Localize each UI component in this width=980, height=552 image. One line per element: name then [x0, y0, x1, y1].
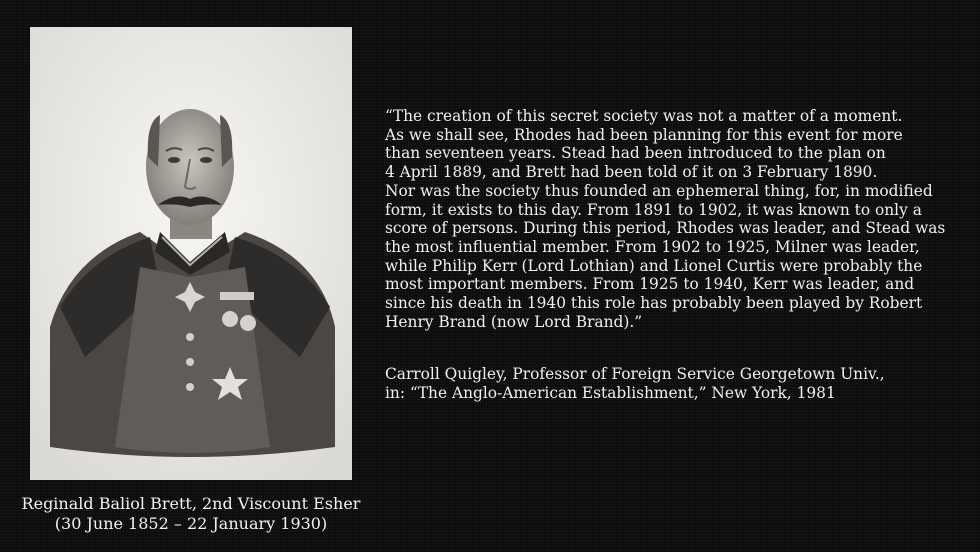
quote-line: As we shall see, Rhodes had been planning for this event for more: [385, 125, 903, 144]
quote-line: since his death in 1940 this role has probably been played by Robert: [385, 294, 923, 313]
quote-line: “The creation of this secret society was not a matter of a moment.: [385, 107, 903, 125]
portrait-photo: [30, 27, 352, 480]
caption-dates: (30 June 1852 – 22 January 1930): [54, 514, 328, 533]
quote-line: score of persons. During this period, Rhodes was leader, and Stead was: [385, 219, 946, 238]
quote-line: than seventeen years. Stead had been introduced to the plan on: [385, 144, 886, 163]
attribution-source: in: “The Anglo-American Establishment,” New York, 1981: [385, 383, 836, 402]
quote-line: 4 April 1889, and Brett had been told of it on 3 February 1890.: [385, 163, 878, 182]
quote-line: Nor was the society thus founded an ephemeral thing, for, in modified: [385, 181, 933, 200]
caption-name: Reginald Baliol Brett, 2nd Viscount Esher: [21, 494, 361, 513]
attribution-author: Carroll Quigley, Professor of Foreign Service Georgetown Univ.,: [385, 365, 885, 383]
attribution: [385, 365, 975, 402]
quote-line: the most influential member. From 1902 to 1925, Milner was leader,: [385, 237, 920, 256]
portrait-illustration: [30, 27, 352, 480]
portrait-caption: [10, 494, 372, 534]
quote-block: [385, 107, 975, 331]
quote-line: form, it exists to this day. From 1891 to 1902, it was known to only a: [385, 200, 922, 219]
quote-line: Henry Brand (now Lord Brand).”: [385, 312, 643, 331]
quote-line: most important members. From 1925 to 1940, Kerr was leader, and: [385, 275, 915, 294]
quote-line: while Philip Kerr (Lord Lothian) and Lionel Curtis were probably the: [385, 256, 923, 275]
